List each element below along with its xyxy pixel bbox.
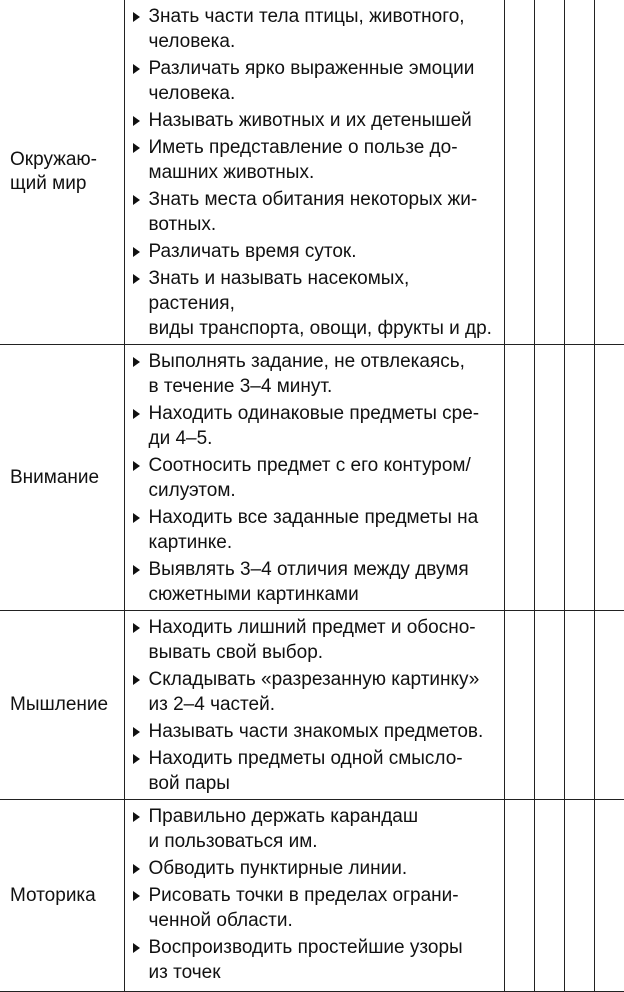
triangle-bullet-icon [133,357,140,367]
list-item [131,856,500,881]
assessment-mark-cell[interactable] [594,0,624,345]
section-topic-label: Моторика [10,884,96,906]
section-topic [0,0,124,345]
skills-cell [124,611,504,800]
list-item [131,349,500,399]
assessment-mark-cell[interactable] [564,611,594,800]
skill-text: Называть животных и их детенышей [148,110,472,131]
assessment-mark-cell[interactable] [504,800,534,992]
assessment-mark-cell[interactable] [504,611,534,800]
skills-cell [124,800,504,992]
triangle-bullet-icon [133,409,140,419]
skill-text: Выявлять 3–4 отличия между двумя сюжетными картинками [148,559,469,605]
skill-text: Называть части знакомых предметов. [148,721,484,742]
triangle-bullet-icon [133,12,140,22]
skill-text: Рисовать точки в пределах ограни- ченной области. [148,885,459,931]
section-topic-label: Окружаю- щий мир [10,149,98,194]
triangle-bullet-icon [133,812,140,822]
skill-text: Правильно держать карандаш и пользоваться им. [148,806,419,852]
list-item [131,883,500,933]
skill-text: Складывать «разрезанную картинку» из 2–4 частей. [148,669,480,715]
list-item [131,667,500,717]
triangle-bullet-icon [133,675,140,685]
list-item [131,135,500,185]
triangle-bullet-icon [133,864,140,874]
table-row [0,345,624,611]
assessment-mark-cell[interactable] [534,800,564,992]
triangle-bullet-icon [133,116,140,126]
triangle-bullet-icon [133,143,140,153]
skill-text: Знать и называть насекомых, растения, виды транспорта, овощи, фрукты и др. [148,268,492,339]
triangle-bullet-icon [133,565,140,575]
list-item [131,615,500,665]
skills-cell [124,345,504,611]
section-topic [0,345,124,611]
skill-list [131,615,500,796]
triangle-bullet-icon [133,461,140,471]
skill-text: Знать части тела птицы, животного, человека. [148,6,465,52]
assessment-mark-cell[interactable] [534,345,564,611]
skill-text: Выполнять задание, не отвлекаясь, в течение 3–4 минут. [148,351,465,397]
triangle-bullet-icon [133,274,140,284]
triangle-bullet-icon [133,727,140,737]
section-topic [0,611,124,800]
assessment-mark-cell[interactable] [504,0,534,345]
assessment-mark-cell[interactable] [534,611,564,800]
list-item [131,266,500,341]
assessment-mark-cell[interactable] [564,0,594,345]
skill-text: Соотносить предмет с его контуром/ силуэтом. [148,455,471,501]
list-item [131,935,500,985]
skill-text: Находить одинаковые предметы сре- ди 4–5. [148,403,480,449]
triangle-bullet-icon [133,943,140,953]
skill-list [131,4,500,341]
triangle-bullet-icon [133,64,140,74]
section-topic [0,800,124,992]
skill-list [131,349,500,607]
triangle-bullet-icon [133,754,140,764]
list-item [131,239,500,264]
triangle-bullet-icon [133,513,140,523]
skill-text: Знать места обитания некоторых жи- вотных. [148,189,478,235]
triangle-bullet-icon [133,195,140,205]
skill-text: Иметь представление о пользе до- машних животных. [148,137,458,183]
list-item [131,719,500,744]
assessment-mark-cell[interactable] [564,800,594,992]
list-item [131,746,500,796]
assessment-mark-cell[interactable] [594,800,624,992]
assessment-mark-cell[interactable] [564,345,594,611]
assessment-mark-cell[interactable] [504,345,534,611]
skill-text: Различать время суток. [148,241,357,262]
section-topic-label: Внимание [10,466,100,488]
list-item [131,804,500,854]
list-item [131,56,500,106]
assessment-mark-cell[interactable] [594,611,624,800]
list-item [131,4,500,54]
list-item [131,505,500,555]
list-item [131,557,500,607]
assessment-mark-cell[interactable] [534,0,564,345]
skill-text: Находить лишний предмет и обосно- вывать свой выбор. [148,617,476,663]
triangle-bullet-icon [133,247,140,257]
assessment-mark-cell[interactable] [594,345,624,611]
list-item [131,401,500,451]
list-item [131,187,500,237]
triangle-bullet-icon [133,623,140,633]
table-row [0,611,624,800]
skill-list [131,804,500,985]
skills-cell [124,0,504,345]
skill-text: Обводить пунктирные линии. [148,858,408,879]
list-item [131,453,500,503]
skill-text: Находить предметы одной смысло- вой пары [148,748,463,794]
list-item [131,108,500,133]
table-row [0,800,624,992]
triangle-bullet-icon [133,891,140,901]
skill-text: Воспроизводить простейшие узоры из точек [148,937,463,983]
table-row [0,0,624,345]
section-topic-label: Мышление [10,694,109,715]
skill-text: Находить все заданные предметы на картинке. [148,507,479,553]
skill-text: Различать ярко выраженные эмоции человека. [148,58,475,104]
